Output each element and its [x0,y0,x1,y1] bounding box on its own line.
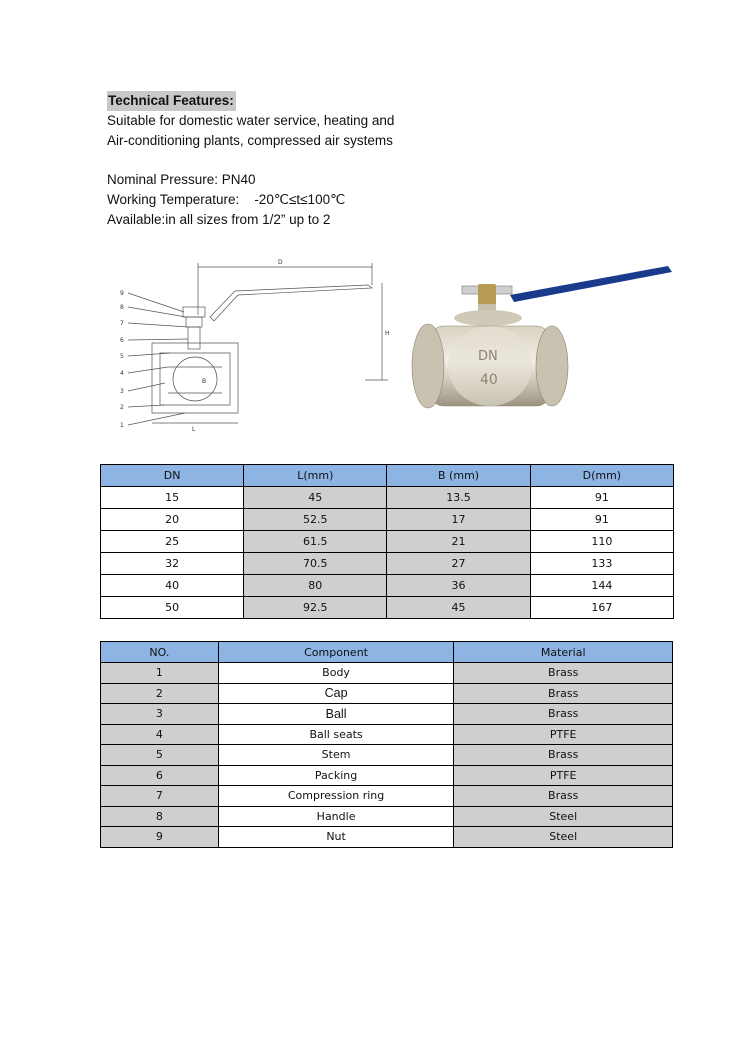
cell-d: 144 [530,575,673,597]
photo-text-40: 40 [480,372,498,388]
table-row [101,806,673,827]
nominal-pressure: Nominal Pressure: PN40 [107,172,256,187]
cell-dn: 15 [101,487,244,509]
part-label: 9 [120,290,124,297]
cell-l: 70.5 [244,553,387,575]
cell-l: 45 [244,487,387,509]
dimensions-table [100,464,674,619]
dim-label: D [278,259,283,266]
table-row [101,827,673,848]
header-material: Material [454,642,673,663]
cell-material: Steel [454,806,673,827]
table-row [101,704,673,725]
cell-l: 80 [244,575,387,597]
header-no: NO. [101,642,219,663]
cell-d: 133 [530,553,673,575]
part-label: 3 [120,388,124,395]
cell-component: Nut [218,827,454,848]
cell-component: Packing [218,765,454,786]
photo-text-dn: DN [478,349,498,364]
dim-label: H [385,330,390,337]
cell-material: Brass [454,745,673,766]
table-header-row [101,465,674,487]
cell-l: 52.5 [244,509,387,531]
cell-b: 27 [387,553,530,575]
header-component: Component [218,642,454,663]
cell-l: 92.5 [244,597,387,619]
cell-no: 7 [101,786,219,807]
cell-dn: 40 [101,575,244,597]
header-l: L(mm) [244,465,387,487]
header-d: D(mm) [530,465,673,487]
features-line-2: Air-conditioning plants, compressed air systems [107,133,393,148]
cell-d: 110 [530,531,673,553]
part-label: 5 [120,353,124,360]
table-row [101,531,674,553]
part-label: 8 [120,304,124,311]
cell-b: 21 [387,531,530,553]
cell-b: 45 [387,597,530,619]
features-line-1: Suitable for domestic water service, heating and [107,113,395,128]
cell-no: 2 [101,683,219,704]
table-row [101,663,673,684]
table-row [101,724,673,745]
cell-component: Handle [218,806,454,827]
cell-no: 6 [101,765,219,786]
part-label: 2 [120,404,124,411]
cell-no: 8 [101,806,219,827]
cell-no: 9 [101,827,219,848]
available-sizes: Available:in all sizes from 1/2” up to 2 [107,212,331,227]
cell-material: Brass [454,663,673,684]
table-row [101,683,673,704]
cell-b: 13.5 [387,487,530,509]
cell-no: 4 [101,724,219,745]
cell-component: Ball seats [218,724,454,745]
table-row [101,786,673,807]
header-b: B (mm) [387,465,530,487]
cell-dn: 20 [101,509,244,531]
header-dn: DN [101,465,244,487]
cell-material: Brass [454,704,673,725]
part-label: 7 [120,320,124,327]
table-row [101,553,674,575]
cell-component: Ball [218,704,454,725]
cell-no: 5 [101,745,219,766]
cell-material: PTFE [454,765,673,786]
technical-features [107,91,394,230]
table-row [101,487,674,509]
cell-d: 167 [530,597,673,619]
table-row [101,745,673,766]
features-heading: Technical Features: [107,91,236,111]
cell-component: Cap [218,683,454,704]
cell-material: Brass [454,683,673,704]
cell-material: Brass [454,786,673,807]
table-row [101,575,674,597]
cell-no: 1 [101,663,219,684]
cell-d: 91 [530,487,673,509]
dim-label: L [192,426,196,433]
cell-no: 3 [101,704,219,725]
cell-b: 17 [387,509,530,531]
table-row [101,597,674,619]
table-header-row [101,642,673,663]
cell-dn: 25 [101,531,244,553]
cell-b: 36 [387,575,530,597]
cell-material: PTFE [454,724,673,745]
part-label: 6 [120,337,124,344]
dim-label: B [202,378,207,385]
cell-material: Steel [454,827,673,848]
cell-dn: 32 [101,553,244,575]
valve-technical-drawing [110,255,410,435]
valve-photo [400,260,680,420]
cell-component: Compression ring [218,786,454,807]
cell-component: Stem [218,745,454,766]
part-label: 4 [120,370,124,377]
cell-d: 91 [530,509,673,531]
working-temperature: Working Temperature: -20℃≤t≤100℃ [107,192,346,207]
table-row [101,765,673,786]
table-row [101,509,674,531]
components-table [100,641,673,848]
part-label: 1 [120,422,124,429]
cell-component: Body [218,663,454,684]
cell-dn: 50 [101,597,244,619]
cell-l: 61.5 [244,531,387,553]
